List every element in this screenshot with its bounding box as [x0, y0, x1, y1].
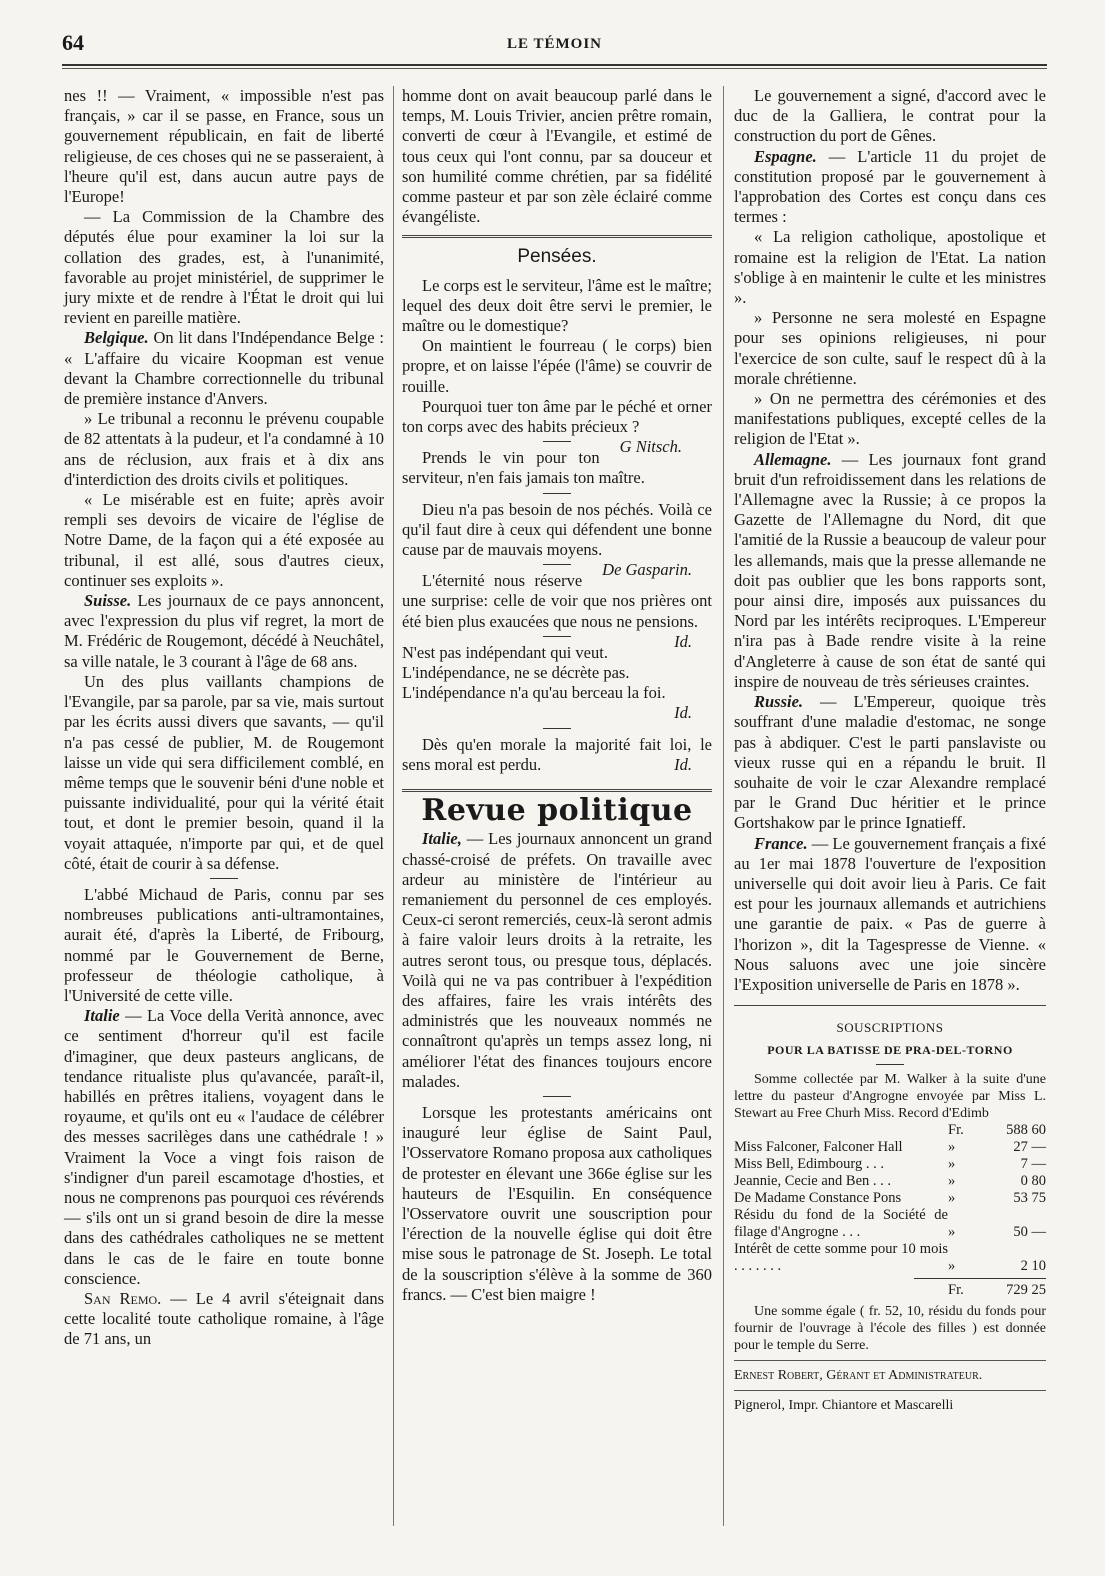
separator	[543, 636, 571, 637]
section-label-italie: Italie	[84, 1006, 120, 1026]
page-number: 64	[62, 30, 84, 55]
row-amount: 588 60	[1006, 1122, 1046, 1139]
footer-rule	[734, 1390, 1046, 1391]
row-label: Jeannie, Cecie and Ben . . .	[734, 1173, 892, 1190]
column-2	[402, 86, 712, 1305]
section-label-allemagne: Allemagne.	[754, 449, 832, 469]
paragraph-allemagne	[734, 450, 1046, 692]
paragraph-italie	[64, 1006, 384, 1289]
separator	[543, 441, 571, 442]
paragraph-belgique	[64, 328, 384, 409]
souscriptions-subtitle: POUR LA BATISSE DE PRA-DEL-TORNO	[767, 1043, 1013, 1058]
total-row	[734, 1282, 1046, 1299]
paragraph: » Personne ne sera molesté en Espagne pour ses opinions religieuses, ni pour l'exercice de son culte, sauf le respect dû à la morale chrétienne.	[734, 308, 1046, 388]
subscriptions-total	[734, 1282, 1046, 1299]
paragraph: Le gouvernement a signé, d'accord avec le duc de la Galliera, le contrat pour la construction du port de Gênes.	[734, 86, 1046, 146]
row-currency: »	[948, 1173, 956, 1190]
column-divider-1	[393, 86, 394, 1526]
row-label: Intérêt de cette somme pour 10 mois . . . . . . .	[734, 1241, 948, 1275]
section-label-belgique: Belgique.	[84, 328, 149, 348]
row-amount: 0 80	[1020, 1173, 1046, 1190]
paragraph-italie	[402, 829, 712, 1092]
table-row	[734, 1156, 1046, 1173]
section-rule	[734, 1005, 1046, 1007]
total-label	[734, 1282, 948, 1299]
subscriptions-table-body	[734, 1122, 1046, 1275]
paragraph-text: — Le gouvernement français a fixé au 1er mai 1878 l'ouverture de l'exposition universelle qui doit avoir lieu à Paris. Ce fait est pour les journaux allemands et autrichiens une garantie de paix. « Pas de guerre à l'horizon », dit la Tagespresse de Vienne. « Nous saluons avec une joie sincère l'Exposition universelle de Paris en 1878 ».	[734, 833, 1046, 994]
paragraph: « La religion catholique, apostolique et romaine est la religion de l'Etat. La nation s'oblige à en maintenir le culte et les ministres ».	[734, 227, 1046, 308]
section-label-italie: Italie,	[422, 829, 462, 849]
table-row	[734, 1190, 1046, 1207]
paragraph-sanremo	[64, 1289, 384, 1350]
pensees-title: Pensées.	[517, 246, 597, 268]
separator	[543, 493, 571, 494]
header-rule	[62, 64, 1047, 66]
quote	[402, 499, 712, 580]
paragraph: L'abbé Michaud de Paris, connu par ses nombreuses publications anti-ultramontaines, aurait été, d'après la Liberté, de Fribourg, nommé par le Gouvernement de Berne, professeur de théologie catholique, à l'Université de cette ville.	[64, 884, 384, 1005]
separator	[543, 564, 571, 565]
paragraph-text: Les journaux de ce pays annoncent, avec l'expression du plus vif regret, la mort de M. Frédéric de Rougemont, décédé à Neuchâtel, sa ville natale, le 3 courant à l'âge de 68 ans.	[64, 591, 384, 671]
row-label: Miss Bell, Edimbourg . . .	[734, 1156, 884, 1173]
quote-text: Dès qu'en morale la majorité fait loi, le sens moral est perdu.	[402, 734, 712, 774]
paragraph-text: On lit dans l'Indépendance Belge : « L'affaire du vicaire Koopman est venue devant la Chambre correctionnelle du tribunal de première instance d'Anvers.	[64, 328, 384, 409]
row-label: De Madame Constance Pons	[734, 1190, 902, 1207]
verse-line: L'indépendance n'a qu'au berceau la foi.	[402, 683, 666, 703]
separator	[543, 728, 571, 729]
row-amount: 2 10	[1020, 1258, 1046, 1275]
section-label-russie: Russie.	[754, 692, 804, 712]
row-currency: »	[948, 1224, 956, 1241]
row-label: Résidu du fond de la Société de filage d'Angrogne . . .	[734, 1207, 948, 1241]
table-row	[734, 1139, 1046, 1156]
quote: Le corps est le serviteur, l'âme est le maître; lequel des deux doit être servi le premier, le maître ou le domestique?	[402, 275, 712, 336]
imprimeur-line: Pignerol, Impr. Chiantore et Mascarelli	[734, 1398, 954, 1414]
column-3	[734, 86, 1046, 1414]
souscriptions-intro: Somme collectée par M. Walker à la suite d'une lettre du pasteur d'Angrogne envoyée par Miss L. Stewart au Free Churh Miss. Record d'Edimb	[734, 1072, 1046, 1122]
quote-author: Id.	[674, 703, 692, 723]
section-label-france: France.	[754, 833, 808, 853]
quote: Prends le vin pour ton serviteur, n'en fais jamais ton maître.	[402, 448, 645, 488]
row-label	[734, 1122, 948, 1139]
quote-author: G Nitsch.	[619, 437, 682, 457]
paragraph: » Le tribunal a reconnu le prévenu coupable de 82 attentats à la pudeur, et l'a condamné à 10 ans de réclusion, aux frais et à dix ans d'interdiction des droits civils et politiques.	[64, 409, 384, 489]
total-amount: 729 25	[1006, 1282, 1046, 1299]
table-row	[734, 1241, 1046, 1275]
gerant-text: Ernest Robert, Gérant et Administrateur.	[734, 1368, 983, 1384]
separator	[876, 1064, 904, 1065]
paragraph: Un des plus vaillants champions de l'Evangile, par sa parole, par sa vie, mais surtout par les écrits aussi divers que savants, — qu'il n'a pas cessé de publier, M. de Rougemont laisse un vide qui sera difficilement comblé, en même temps que le souvenir béni d'une noble et puissante individualité, pour qui la vérité était tout, et dont le premier besoin, quand il la voyait attaquée, n'importe par qui, et de quel côté, était de courir à sa défense.	[64, 671, 384, 873]
quote	[402, 396, 712, 457]
header-rule-secondary	[62, 68, 1047, 69]
row-amount: 53 75	[1013, 1190, 1046, 1207]
paragraph: homme dont on avait beaucoup parlé dans le temps, M. Louis Trivier, ancien prêtre romain, converti de cœur à l'Evangile, et estimé de tous ceux qui l'ont connu, par sa douceur et son humilité comme chrétien, par sa fidélité comme pasteur et par son zèle éclairé comme évangéliste.	[402, 86, 712, 227]
column-divider-2	[723, 86, 724, 1526]
paragraph-suisse	[64, 591, 384, 672]
quote-text: Dieu n'a pas besoin de nos péchés. Voilà ce qu'il faut dire à ceux qui défendent une bonne cause par de mauvais moyens.	[402, 499, 712, 560]
souscriptions-title: SOUSCRIPTIONS	[836, 1020, 944, 1036]
paragraph: — La Commission de la Chambre des députés élue pour examiner la loi sur la collation des grades, est, à l'unanimité, favorable au projet ministériel, de supprimer le jury mixte et de rendre à l'État le droit qui lui revient en pareille matière.	[64, 207, 384, 328]
footer-rule	[734, 1360, 1046, 1361]
quote-text: Pourquoi tuer ton âme par le péché et orner ton corps avec des habits précieux ?	[402, 396, 712, 437]
verse-line: L'indépendance, ne se décrète pas.	[402, 663, 630, 683]
separator	[210, 878, 238, 879]
column-1	[64, 86, 384, 1350]
verse-line: N'est pas indépendant qui veut.	[402, 642, 608, 662]
section-label-sanremo: San Remo.	[84, 1288, 162, 1308]
running-title: LE TÉMOIN	[507, 36, 602, 52]
paragraph-text: — Le 4 avril s'éteignait dans cette localité toute catholique romaine, à l'âge de 71 ans, un	[64, 1288, 384, 1349]
paragraph-france	[734, 834, 1046, 996]
page-header	[62, 30, 1047, 60]
paragraph: nes !! — Vraiment, « impossible n'est pas français, » car il se passe, en France, sous un gouvernement républicain, en fait de liberté religieuse, de ces choses qui ne se passeraient, à l'heure qu'il est, dans aucun autre pays de l'Europe!	[64, 86, 384, 207]
paragraph-text: — L'article 11 du projet de constitution proposé par le gouvernement à l'approbation des Cortes est conçu dans ces termes :	[734, 146, 1046, 227]
paragraph: Lorsque les protestants américains ont inauguré leur église de Saint Paul, l'Osservatore Romano proposa aux catholiques de protester en élevant une 366e église sur les hauteurs de l'Esquilin. En conséquence l'Osservatore ouvrit une souscription pour l'érection de la nouvelle église qui doit être mise sous le patronage de St. Joseph. Le total de la souscription s'élève à la somme de 360 francs. — C'est bien maigre !	[402, 1102, 712, 1304]
row-currency: »	[948, 1139, 956, 1156]
paragraph-text: — Les journaux font grand bruit d'un refroidissement dans les relations de l'Allemagne avec la Russie; à ce propos la Gazette de l'Allemagne du Nord, dit que l'amitié de la Russie a beaucoup de valeur pour les allemands, mais que la presse allemande ne doit pas oublier que les bons rapports sont, pour ainsi dire, imposés aux puissances du Nord par les intérêts reciproques. L'Empereur n'ira pas à Bade rendre visite à la reine d'Angleterre à cause de son état de santé qui inspire de nouveau de très sérieuses craintes.	[734, 449, 1046, 691]
gerant-line	[734, 1367, 1046, 1384]
revue-title: Revue politique	[421, 793, 693, 829]
paragraph-russie	[734, 692, 1046, 833]
row-currency: Fr.	[948, 1122, 964, 1139]
table-row	[734, 1207, 1046, 1241]
table-row	[734, 1173, 1046, 1190]
quote-author: Id.	[674, 754, 692, 774]
paragraph-text: — Les journaux annoncent un grand chassé-croisé de préfets. On travaille avec ardeur au ministère de l'intérieur au remaniement du personnel de ces employés. Ceux-ci seront remerciés, ceux-là seront admis à faire valoir leurs droits à la retraite, les autres seront tous, ou presque tous, déplacés. Voilà qui ne va pas contribuer à l'expédition des affaires, faire les vrais intérêts des administrés que les nouveaux nommés ne connaîtront qu'après un temps assez long, ni améliorer l'état des finances toujours encore malades.	[402, 829, 712, 1091]
souscriptions-note: Une somme égale ( fr. 52, 10, résidu du fonds pour fournir de l'ouvrage à l'école des filles ) est donnée pour le temple du Serre.	[734, 1304, 1046, 1354]
table-row	[734, 1122, 1046, 1139]
row-amount: 7 —	[1020, 1156, 1046, 1173]
quote	[402, 735, 712, 775]
separator	[543, 1096, 571, 1097]
paragraph-espagne	[734, 147, 1046, 228]
quote: On maintient le fourreau ( le corps) bien propre, et on laisse l'épée (l'âme) se couvrir de rouille.	[402, 336, 712, 396]
paragraph-text: — La Voce della Verità annonce, avec ce sentiment d'horreur qu'il est facile d'imaginer, que deux pasteurs anglicans, de tendance ritualiste plus qu'avancée, paraît-il, habillés en prêtres italiens, voyagent dans le royaume, et qu'ils ont eu « l'audace de célébrer des messes sacrilèges dans une cathédrale ! » Vraiment la Voce a vingt fois raison de s'indigner d'un pareil escamotage d'hosties, et nous ne comprenons pas pourquoi ces révérends — s'ils ont un si grand besoin de dire la messe dans des cathédrales catholiques ne se mettent dans le cas de le faire en toute bonne conscience.	[64, 1006, 384, 1288]
row-currency: »	[948, 1258, 956, 1275]
total-currency: Fr.	[948, 1282, 964, 1299]
section-label-espagne: Espagne.	[754, 146, 817, 166]
quote-author: Id.	[674, 631, 692, 651]
paragraph: » On ne permettra des cérémonies et des manifestations publiques, excepté celles de la religion de l'Etat ».	[734, 389, 1046, 449]
quote-author: De Gasparin.	[602, 560, 692, 580]
row-currency: »	[948, 1156, 956, 1173]
subscriptions-table	[734, 1122, 1046, 1275]
section-label-suisse: Suisse.	[84, 591, 132, 611]
section-rule	[402, 235, 712, 239]
paragraph-text: — L'Empereur, quoique très souffrant d'une maladie d'estomac, ne songe pas à abdiquer. C'est le parti panslaviste ou vieux russe qui en a répandu le bruit. Il souhaite de voir le czar Alexandre remplacé par le Grand Duc héritier et le prince Gortshakow par le prince Ignatieff.	[734, 692, 1046, 833]
row-amount: 50 —	[1013, 1224, 1046, 1241]
row-amount: 27 —	[1013, 1139, 1046, 1156]
row-currency: »	[948, 1190, 956, 1207]
row-label: Miss Falconer, Falconer Hall	[734, 1139, 903, 1156]
paragraph: « Le misérable est en fuite; après avoir rempli ses devoirs de vicaire de l'église de Notre Dame, de la façon qui a été exposée au tribunal, il est allé, sous d'autres cieux, continuer ses exploits ».	[64, 490, 384, 590]
total-rule	[914, 1278, 1046, 1279]
quote-text: L'éternité nous réserve une surprise: celle de voir que nos prières ont été bien plus exaucées que nous ne pensions.	[402, 571, 712, 631]
